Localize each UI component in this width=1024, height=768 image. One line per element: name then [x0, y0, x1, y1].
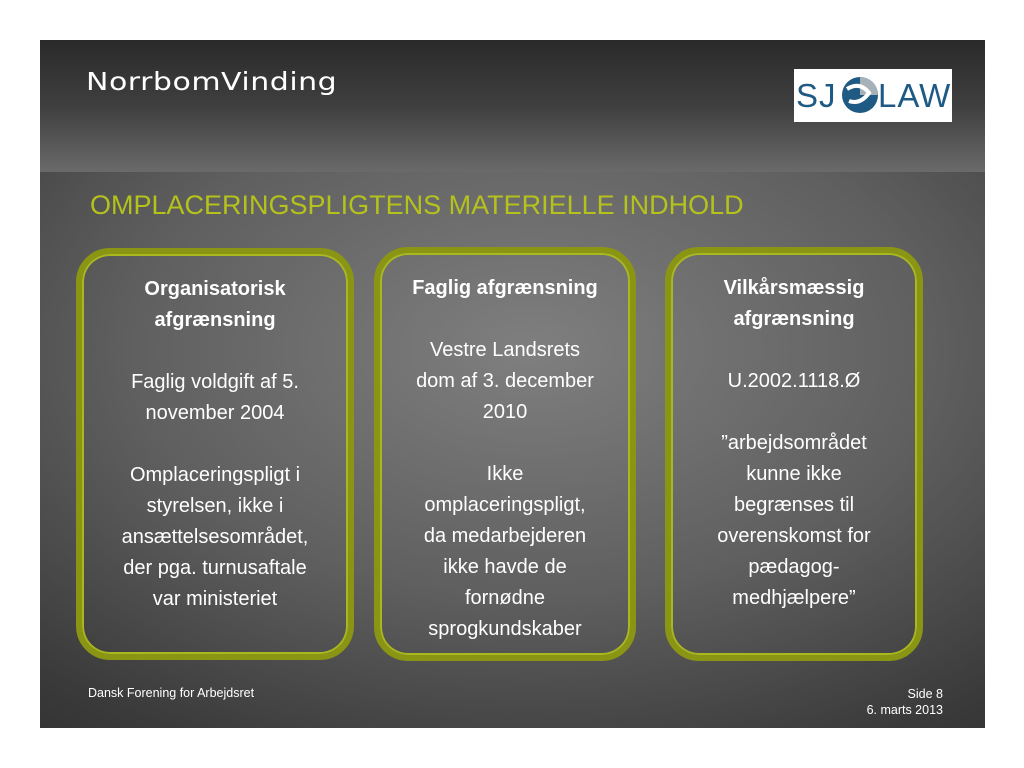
- footer-page-info: [867, 686, 943, 718]
- heading-line: Vilkårsmæssig: [723, 277, 865, 299]
- slide-title: OMPLACERINGSPLIGTENS MATERIELLE INDHOLD: [90, 190, 744, 220]
- box-vilkaarsmaessig: [665, 247, 923, 661]
- text-line: Vestre Landsrets: [429, 339, 581, 361]
- text-line: Ikke: [486, 463, 524, 485]
- text-line: der pga. turnusaftale: [123, 557, 307, 579]
- text-line: styrelsen, ikke i: [146, 495, 284, 517]
- text-line: november 2004: [145, 402, 285, 424]
- heading-line: afgrænsning: [154, 309, 276, 331]
- slide: [40, 40, 985, 728]
- brand-logo-text: NorrbomVinding: [86, 68, 338, 97]
- box-heading: [394, 273, 616, 304]
- text-line: pædagog-: [748, 556, 840, 578]
- logo-sj-text: SJ: [796, 77, 837, 114]
- logo-law-text: LAW: [878, 77, 952, 114]
- footer-date: 6. marts 2013: [866, 703, 943, 717]
- text-line: omplaceringspligt,: [424, 494, 586, 516]
- box-organisatorisk: [76, 248, 354, 660]
- box-faglig: [374, 247, 636, 661]
- text-line: dom af 3. december: [416, 370, 594, 392]
- text-line: fornødne: [464, 587, 546, 609]
- text-line: Faglig voldgift af 5.: [131, 371, 299, 393]
- text-line: U.2002.1118.Ø: [727, 370, 861, 392]
- text-line: begrænses til: [733, 494, 855, 516]
- text-line: overenskomst for: [717, 525, 871, 547]
- text-line: ansættelsesområdet,: [121, 526, 309, 548]
- text-line: Omplaceringspligt i: [129, 464, 301, 486]
- heading-line: Faglig afgrænsning: [412, 277, 598, 299]
- text-line: sprogkundskaber: [428, 618, 582, 640]
- box-heading: [96, 274, 334, 336]
- text-line: ikke havde de: [443, 556, 567, 578]
- sj-law-logo: [794, 69, 952, 122]
- text-line: kunne ikke: [746, 463, 842, 485]
- text-line: medhjælpere”: [732, 587, 856, 609]
- heading-line: Organisatorisk: [144, 278, 286, 300]
- heading-line: afgrænsning: [733, 308, 855, 330]
- text-line: var ministeriet: [152, 588, 278, 610]
- logo-s-mark-icon: [839, 69, 881, 122]
- footer-organisation: Dansk Forening for Arbejdsret: [88, 686, 255, 700]
- text-line: da medarbejderen: [423, 525, 587, 547]
- box-heading: [685, 273, 903, 335]
- page-number: Side 8: [907, 687, 943, 701]
- text-line: ”arbejdsområdet: [721, 432, 867, 454]
- text-line: 2010: [482, 401, 528, 423]
